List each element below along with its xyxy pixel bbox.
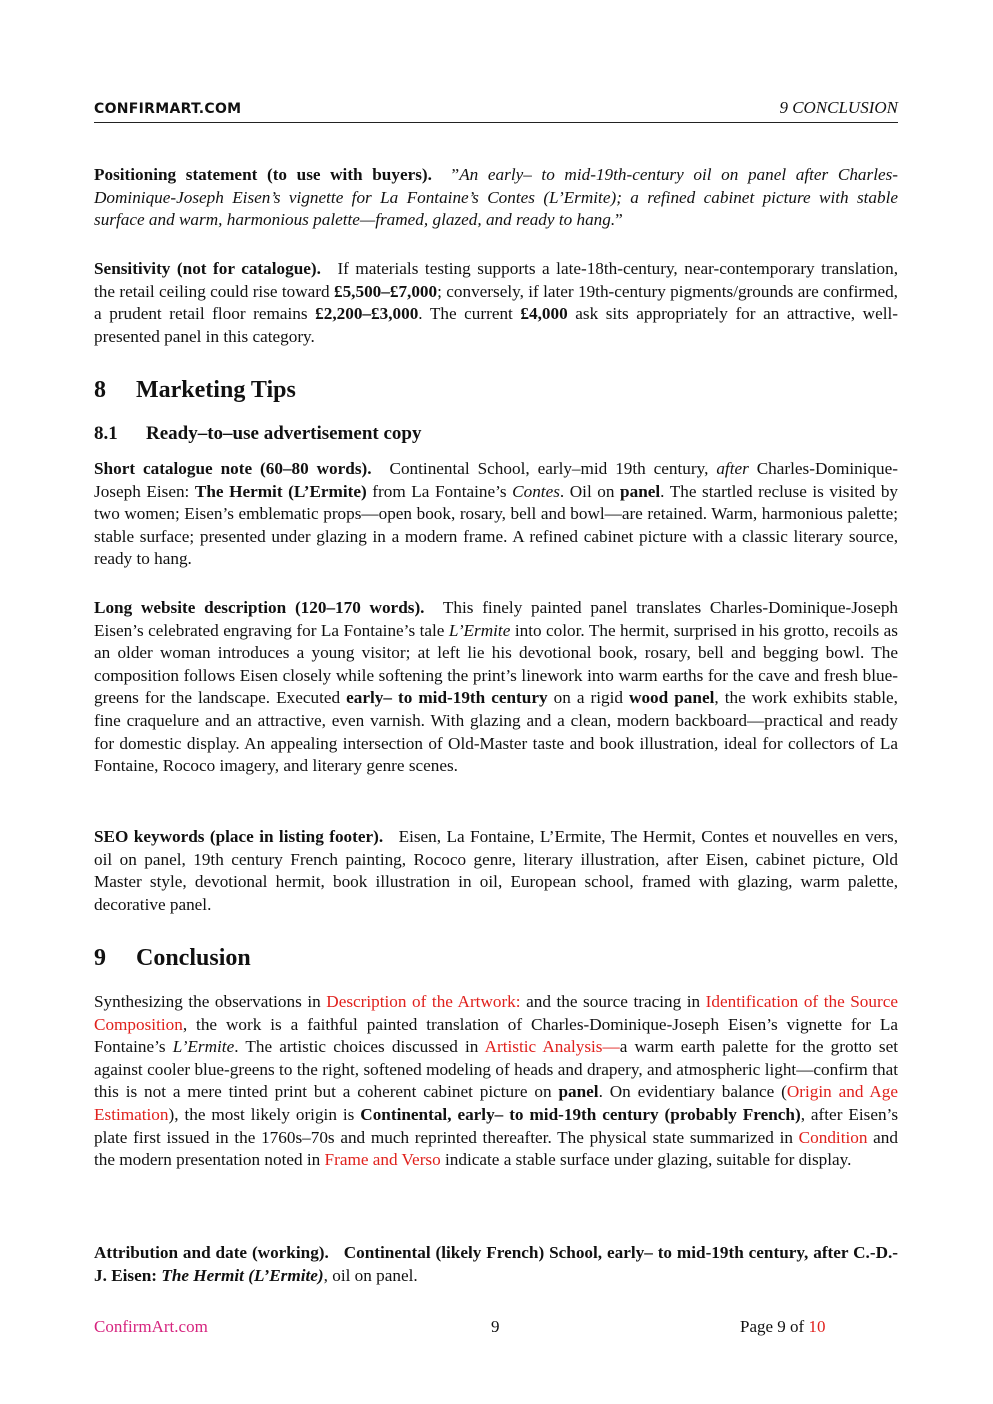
conclusion-text-1: Synthesizing the observations in <box>94 992 327 1011</box>
short-note-panel: panel <box>620 481 661 501</box>
conclusion-italic: L’Ermite <box>172 1037 235 1057</box>
attribution-paragraph <box>94 1242 898 1287</box>
footer-page-prefix: Page 9 of <box>740 1317 809 1336</box>
section-8-heading <box>94 377 296 404</box>
sensitivity-paragraph <box>94 258 898 348</box>
short-note-lead: Short catalogue note (60–80 words). <box>94 459 372 478</box>
sensitivity-lead: Sensitivity (not for catalogue). <box>94 259 321 278</box>
conclusion-text-10: indicate a stable surface under glazing, suitable for display. <box>440 1150 852 1170</box>
running-section-title: 9 CONCLUSION <box>779 98 898 117</box>
long-desc-text-2: into color. The hermit, surprised in his grotto, recoils as an older woman introduces a young visitor; at left lie his devotional book, rosary, bell and begging bowl. The composition follows Eisen closely while softening the print’s linework into warm earths for the cave and fresh blue-greens for the landscape. Executed <box>94 620 898 708</box>
price-floor: £2,200–£3,000 <box>315 304 419 324</box>
short-catalogue-note <box>94 458 898 571</box>
long-desc-text-1: This finely painted panel translates Charles-Dominique-Joseph Eisen’s celebrated engraving for La Fontaine’s tale <box>94 598 899 640</box>
attribution-lead: Attribution and date (working). <box>94 1243 329 1262</box>
seo-keywords <box>94 826 898 916</box>
long-desc-lead: Long website description (120–170 words). <box>94 598 425 617</box>
conclusion-origin: Continental, early– to mid-19th century (probably French) <box>360 1104 801 1124</box>
short-note-text-1: Continental School, early–mid 19th century, <box>389 459 717 478</box>
short-note-title: The Hermit (L’Ermite) <box>194 481 367 501</box>
conclusion-paragraph <box>94 991 898 1172</box>
footer-page-number: 9 <box>491 1317 500 1336</box>
sensitivity-text-2: ; conversely, if later 19th-century pigments/grounds are confirmed, a prudent retail floor remains <box>94 281 898 324</box>
quote-open: ” <box>451 165 460 184</box>
price-ceiling: £5,500–£7,000 <box>333 281 438 301</box>
positioning-statement <box>94 164 898 232</box>
footer-site-link[interactable]: ConfirmArt.com <box>94 1317 208 1336</box>
conclusion-text-5: a warm earth palette for the grotto set against cooler blue-greens to the right, softened modeling of heads and drapery, and atmospheric light—confirm that this is not a mere tinted print but a coherent cabinet picture on <box>94 1037 898 1102</box>
section-9-title: Conclusion <box>136 945 251 971</box>
subsection-8-1-number: 8.1 <box>94 423 118 444</box>
section-9-heading <box>94 945 251 972</box>
positioning-quote: An early– to mid-19th-century oil on panel after Charles-Dominique-Joseph Eisen’s vignette for La Fontaine’s Contes (L’Ermite); a refined cabinet picture with stable surface and warm, harmonious palette—framed, glazed, and ready to hang. <box>94 165 899 230</box>
price-current: £4,000 <box>520 304 568 324</box>
short-note-text-5: . The startled recluse is visited by two women; Eisen’s emblematic props—open book, rosary, bell and bowl—are retained. Warm, harmonious palette; stable surface; presented under glazing in a modern frame. A refined cabinet picture with a classic literary source, ready to hang. <box>94 481 899 569</box>
ref-condition[interactable]: Condition <box>798 1127 868 1147</box>
positioning-lead: Positioning statement (to use with buyers). <box>94 165 432 184</box>
seo-text: Eisen, La Fontaine, L’Ermite, The Hermit, Contes et nouvelles en vers, oil on panel, 19th century French painting, Rococo genre, literary illustration, after Eisen, cabinet picture, Old Master style, devotional hermit, book illustration in oil, European school, framed with glazing, warm palette, decorative panel. <box>94 827 898 914</box>
conclusion-text-6: . On evidentiary balance ( <box>598 1082 787 1102</box>
short-note-text-2: Charles-Dominique-Joseph Eisen: <box>94 459 899 501</box>
subsection-8-1-heading <box>94 423 421 445</box>
ref-artistic-analysis[interactable]: Artistic Analysis <box>484 1037 603 1057</box>
long-desc-italic: L’Ermite <box>448 620 511 640</box>
conclusion-panel: panel <box>558 1082 599 1102</box>
short-note-text-3: from La Fontaine’s <box>366 481 513 501</box>
footer-page-count <box>740 1317 825 1337</box>
conclusion-text-4: . The artistic choices discussed in <box>234 1037 485 1057</box>
short-note-text-4: . Oil on <box>559 481 621 501</box>
long-website-description <box>94 597 898 778</box>
long-desc-date: early– to mid-19th century <box>346 688 548 708</box>
sensitivity-text-3: . The current <box>418 304 521 324</box>
ref-origin-age[interactable]: Origin and Age Estimation <box>94 1082 898 1124</box>
short-note-italic-contes: Contes <box>512 481 560 501</box>
subsection-8-1-title: Ready–to–use advertisement copy <box>146 423 422 444</box>
ref-frame-verso[interactable]: Frame and Verso <box>324 1150 441 1170</box>
quote-close: ” <box>615 210 623 230</box>
attribution-school: Continental (likely French) School, early– to mid-19th century, after C.-D.-J. Eisen: <box>94 1243 898 1285</box>
section-8-title: Marketing Tips <box>136 377 296 403</box>
ref-identification[interactable]: Identification of the Source Composition <box>94 992 898 1034</box>
attribution-medium: , oil on panel. <box>323 1265 418 1285</box>
section-9-number: 9 <box>94 945 106 971</box>
attribution-title: The Hermit (L’Ermite) <box>161 1265 324 1285</box>
sensitivity-text-1: If materials testing supports a late-18th-century, near-contemporary translation, the retail ceiling could rise toward <box>94 259 899 301</box>
sensitivity-text-4: ask sits appropriately for an attractive, well-presented panel in this category. <box>94 304 899 346</box>
conclusion-text-8: , after Eisen’s plate first issued in the 1760s–70s and much reprinted thereafter. The physical state summarized in <box>94 1104 899 1147</box>
section-8-number: 8 <box>94 377 106 403</box>
ref-artistic-analysis-dash[interactable]: — <box>602 1037 620 1057</box>
long-desc-text-3: on a rigid <box>547 688 630 708</box>
footer-total-pages-link[interactable]: 10 <box>808 1317 826 1336</box>
short-note-italic-after: after <box>716 459 749 478</box>
conclusion-text-2: and the source tracing in <box>520 992 706 1011</box>
ref-description[interactable]: Description of the Artwork: <box>326 992 521 1011</box>
conclusion-text-3: , the work is a faithful painted translation of Charles-Dominique-Joseph Eisen’s vignette for La Fontaine’s <box>94 1014 898 1057</box>
running-header <box>94 98 898 123</box>
page-footer <box>94 1317 898 1341</box>
conclusion-text-9: and the modern presentation noted in <box>94 1127 898 1170</box>
long-desc-support: wood panel <box>629 688 715 708</box>
conclusion-text-7: ), the most likely origin is <box>168 1104 361 1124</box>
site-logo: CONFIRMART.COM <box>94 101 242 117</box>
seo-lead: SEO keywords (place in listing footer). <box>94 827 384 846</box>
long-desc-text-4: , the work exhibits stable, fine craquelure and an attractive, even varnish. With glazing and a clean, modern backboard—practical and ready for domestic display. An appealing intersection of Old-Master taste and book illustration, ideal for collectors of La Fontaine, Rococo imagery, and literary genre scenes. <box>94 688 898 776</box>
